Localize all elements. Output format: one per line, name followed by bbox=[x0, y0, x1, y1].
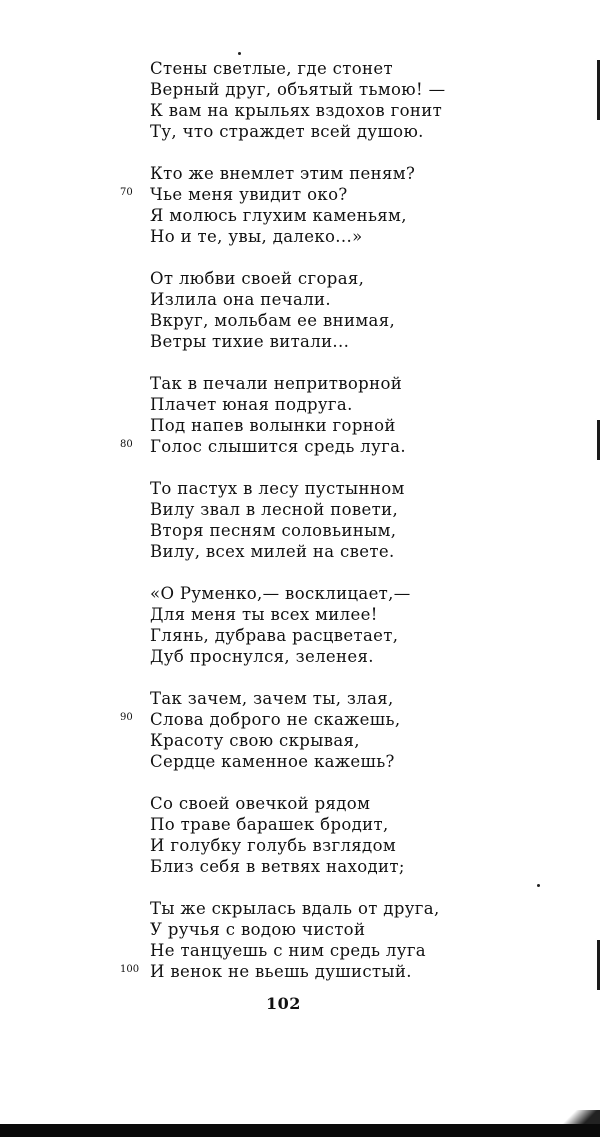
verse-line-text: Так зачем, зачем ты, злая, bbox=[150, 689, 394, 708]
verse-line bbox=[0, 751, 600, 772]
verse-line bbox=[0, 856, 600, 877]
verse-line-text: Я молюсь глухим каменьям, bbox=[150, 206, 407, 225]
line-number: 100 bbox=[120, 964, 140, 975]
verse-line bbox=[0, 940, 600, 961]
verse-line bbox=[0, 184, 600, 205]
stanza bbox=[0, 583, 600, 667]
verse-line-text: Вилу, всех милей на свете. bbox=[150, 542, 395, 561]
verse-line bbox=[0, 625, 600, 646]
verse-line bbox=[0, 436, 600, 457]
stanza bbox=[0, 163, 600, 247]
verse-line bbox=[0, 121, 600, 142]
verse-line bbox=[0, 499, 600, 520]
verse-line-text: Но и те, увы, далеко...» bbox=[150, 227, 363, 246]
stanza bbox=[0, 898, 600, 982]
verse-line-text: Так в печали непритворной bbox=[150, 374, 403, 393]
scan-corner-smudge bbox=[560, 1110, 600, 1124]
verse-line-text: Красоту свою скрывая, bbox=[150, 731, 360, 750]
verse-line bbox=[0, 961, 600, 982]
verse-line-text: Излила она печали. bbox=[150, 290, 331, 309]
verse-line-text: У ручья с водою чистой bbox=[150, 920, 366, 939]
verse-line bbox=[0, 163, 600, 184]
verse-line-text: Чье меня увидит око? bbox=[150, 185, 348, 204]
verse-line bbox=[0, 520, 600, 541]
verse-line bbox=[0, 919, 600, 940]
verse-line bbox=[0, 646, 600, 667]
verse-line bbox=[0, 814, 600, 835]
verse-line bbox=[0, 268, 600, 289]
verse-line-text: Глянь, дубрава расцветает, bbox=[150, 626, 399, 645]
verse-line bbox=[0, 79, 600, 100]
verse-line-text: Со своей овечкой рядом bbox=[150, 794, 371, 813]
stanza bbox=[0, 268, 600, 352]
verse-line bbox=[0, 478, 600, 499]
line-number: 70 bbox=[120, 187, 133, 198]
verse-line-text: Голос слышится средь луга. bbox=[150, 437, 406, 456]
stanza bbox=[0, 373, 600, 457]
verse-line-text: Вилу звал в лесной повети, bbox=[150, 500, 399, 519]
verse-line-text: То пастух в лесу пустынном bbox=[150, 479, 405, 498]
verse-line-text: Ты же скрылась вдаль от друга, bbox=[150, 899, 440, 918]
verse-line bbox=[0, 583, 600, 604]
stanza bbox=[0, 688, 600, 772]
verse-line-text: Кто же внемлет этим пеням? bbox=[150, 164, 416, 183]
verse-line bbox=[0, 205, 600, 226]
verse-line-text: Не танцуешь с ним средь луга bbox=[150, 941, 426, 960]
verse-line-text: К вам на крыльях вздохов гонит bbox=[150, 101, 443, 120]
verse-line-text: Плачет юная подруга. bbox=[150, 395, 353, 414]
verse-line bbox=[0, 394, 600, 415]
line-number: 90 bbox=[120, 712, 133, 723]
verse-line bbox=[0, 289, 600, 310]
ink-speck bbox=[238, 52, 241, 55]
poem-text bbox=[0, 58, 600, 1003]
verse-line bbox=[0, 835, 600, 856]
verse-line-text: Слова доброго не скажешь, bbox=[150, 710, 401, 729]
stanza bbox=[0, 58, 600, 142]
verse-line-text: Вкруг, мольбам ее внимая, bbox=[150, 311, 396, 330]
verse-line-text: «О Руменко,— восклицает,— bbox=[150, 584, 411, 603]
verse-line bbox=[0, 58, 600, 79]
verse-line bbox=[0, 226, 600, 247]
verse-line-text: Под напев волынки горной bbox=[150, 416, 396, 435]
verse-line bbox=[0, 415, 600, 436]
verse-line-text: Верный друг, объятый тьмою! — bbox=[150, 80, 446, 99]
verse-line bbox=[0, 793, 600, 814]
verse-line bbox=[0, 898, 600, 919]
verse-line-text: От любви своей сгорая, bbox=[150, 269, 365, 288]
stanza bbox=[0, 793, 600, 877]
verse-line bbox=[0, 709, 600, 730]
verse-line bbox=[0, 310, 600, 331]
verse-line-text: И голубку голубь взглядом bbox=[150, 836, 397, 855]
verse-line-text: Вторя песням соловьиным, bbox=[150, 521, 397, 540]
stanza bbox=[0, 478, 600, 562]
verse-line-text: Ветры тихие витали... bbox=[150, 332, 350, 351]
verse-line-text: Для меня ты всех милее! bbox=[150, 605, 378, 624]
verse-line-text: По траве барашек бродит, bbox=[150, 815, 389, 834]
verse-line-text: И венок не вьешь душистый. bbox=[150, 962, 412, 981]
verse-line bbox=[0, 331, 600, 352]
verse-line-text: Дуб проснулся, зеленея. bbox=[150, 647, 374, 666]
line-number: 80 bbox=[120, 439, 133, 450]
verse-line bbox=[0, 688, 600, 709]
verse-line bbox=[0, 604, 600, 625]
verse-line bbox=[0, 373, 600, 394]
verse-line-text: Сердце каменное кажешь? bbox=[150, 752, 395, 771]
verse-line bbox=[0, 541, 600, 562]
verse-line-text: Стены светлые, где стонет bbox=[150, 59, 393, 78]
scan-bottom-border bbox=[0, 1124, 600, 1137]
verse-line bbox=[0, 730, 600, 751]
verse-line bbox=[0, 100, 600, 121]
verse-line-text: Ту, что страждет всей душою. bbox=[150, 122, 424, 141]
verse-line-text: Близ себя в ветвях находит; bbox=[150, 857, 405, 876]
page-number: 102 bbox=[266, 994, 301, 1013]
